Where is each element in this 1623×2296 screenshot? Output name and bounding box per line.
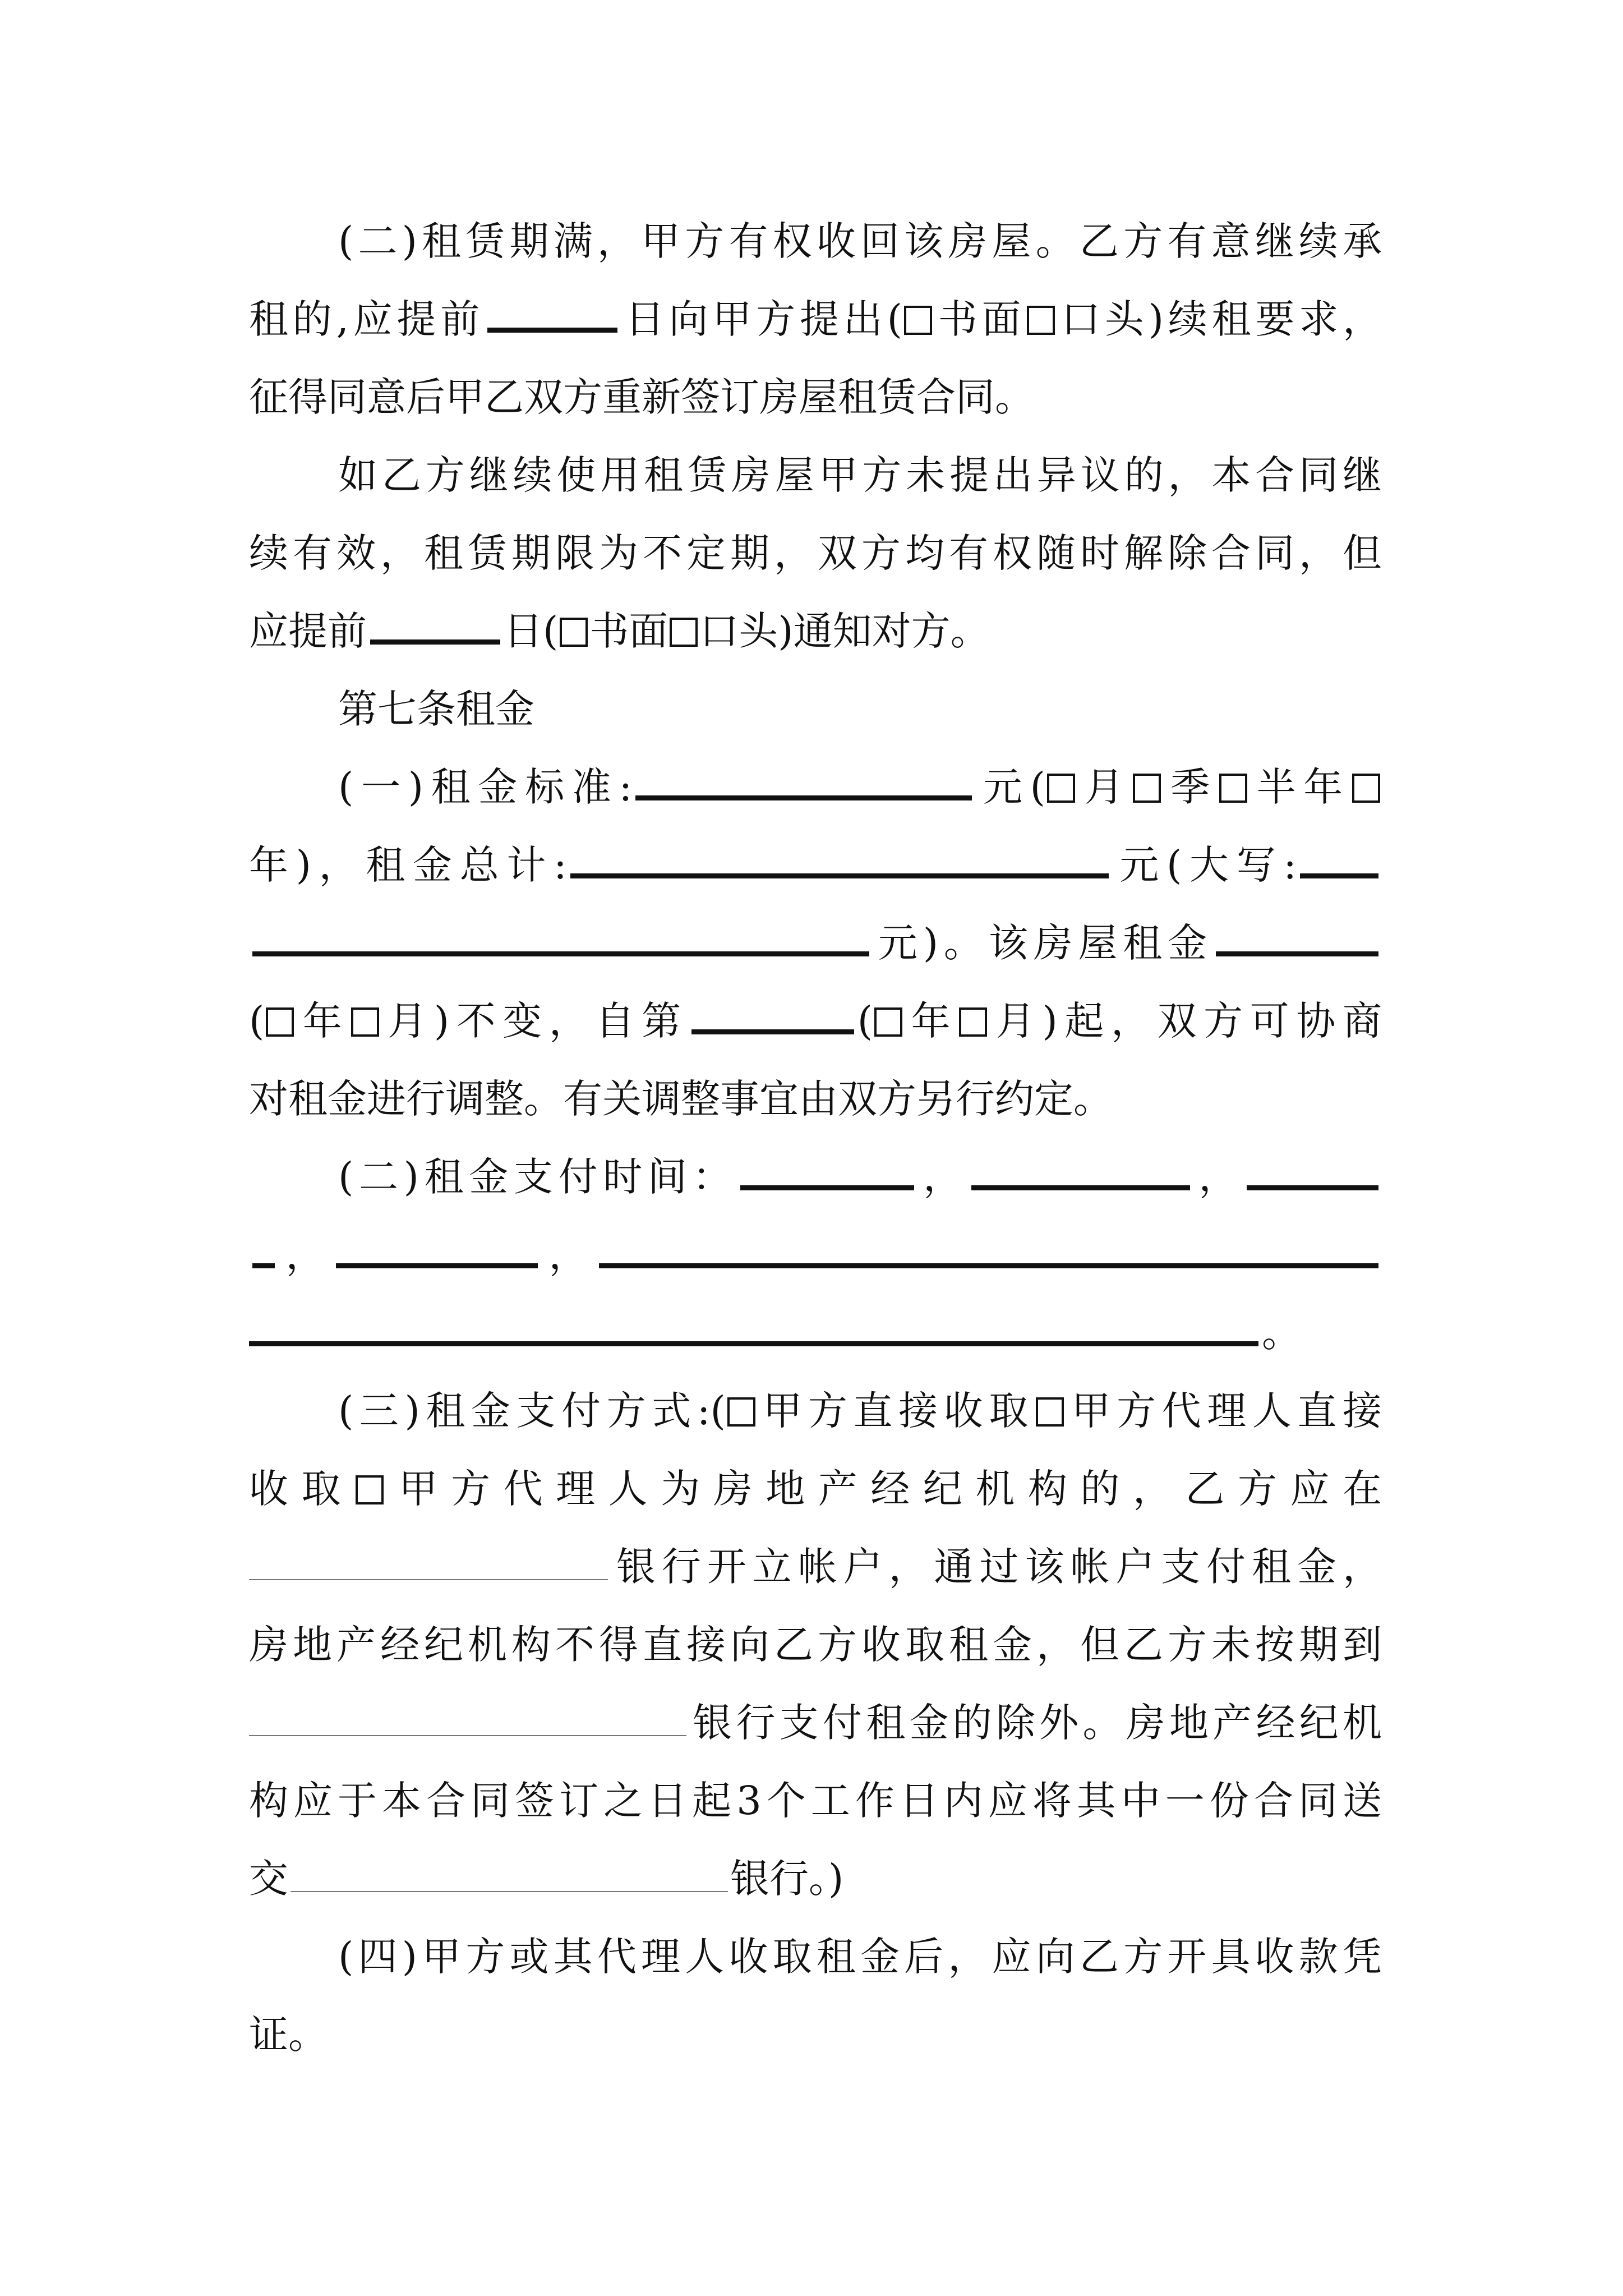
text: 日向甲方提出( [621, 296, 902, 342]
text: 如乙方继续使用租赁房屋甲方未提出异议的，本合同继 [338, 452, 1382, 498]
text: 年)，租金总计: [249, 842, 567, 888]
text: 半年 [1248, 764, 1351, 810]
text: 银行。) [730, 1856, 844, 1902]
text: 证。 [249, 2012, 328, 2058]
text: 对租金进行调整。有关调整事宜由双方另行约定。 [249, 1076, 1113, 1122]
payment-method-line-4 [249, 1619, 1382, 1670]
payment-time-line-2 [249, 1230, 1382, 1280]
rent-standard-line-5 [249, 1074, 1382, 1124]
text: 元(大写: [1112, 842, 1297, 888]
text: 年 [904, 998, 958, 1044]
text: 征得同意后甲乙双方重新签订房屋租赁合同。 [249, 374, 1034, 420]
text: ， [917, 1154, 968, 1200]
payment-method-line-6 [249, 1775, 1382, 1826]
text: ， [541, 1232, 596, 1278]
receipt-line-1 [338, 1931, 1382, 1982]
text: 银行开立帐户，通过该帐户支付租金， [610, 1544, 1382, 1590]
half-year-checkbox[interactable] [1219, 774, 1247, 803]
text: 元)。该房屋租金 [873, 920, 1212, 966]
rent-adjust-start-blank[interactable] [691, 1029, 854, 1034]
text: (三)租金支付方式:( [338, 1388, 726, 1434]
rent-total-words-blank[interactable] [1300, 873, 1378, 878]
payment-time-line-1 [338, 1152, 1382, 1202]
rent-standard-line-3 [249, 918, 1382, 968]
text: 。 [1262, 1310, 1301, 1356]
payment-method-line-7 [249, 1853, 1382, 1904]
receipt-line-2 [249, 2009, 1382, 2060]
text: 续有效，租赁期限为不定期，双方均有权随时解除合同，但 [249, 530, 1382, 576]
rent-fixed-period-blank[interactable] [1216, 951, 1378, 956]
text: 口头)续租要求， [1057, 296, 1382, 342]
bank-name-blank[interactable] [291, 1891, 728, 1892]
text: 月)不变，自第 [380, 998, 688, 1044]
continuation-line-1 [338, 450, 1382, 500]
rent-standard-line-1 [338, 762, 1382, 812]
text: 房地产经纪机构不得直接向乙方收取租金，但乙方未按期到 [249, 1622, 1382, 1668]
text: 甲方直接收取 [757, 1388, 1034, 1434]
text: ， [278, 1232, 333, 1278]
text: 年 [296, 998, 349, 1044]
text: ( [249, 998, 265, 1044]
clause-6-2-line-2 [249, 294, 1382, 344]
continuation-line-3 [249, 606, 1382, 656]
notice-days-blank[interactable] [487, 328, 617, 333]
payment-time-blank[interactable] [599, 1263, 1378, 1268]
quarter-checkbox[interactable] [1133, 774, 1161, 803]
text: ， [1193, 1154, 1244, 1200]
year-checkbox[interactable] [266, 1007, 294, 1037]
month-checkbox[interactable] [351, 1007, 379, 1037]
text: (二)租金支付时间： [338, 1154, 737, 1200]
year-checkbox[interactable] [874, 1007, 902, 1037]
termination-notice-blank[interactable] [370, 639, 500, 645]
rent-standard-line-4 [249, 996, 1382, 1046]
oral-checkbox[interactable] [670, 618, 698, 647]
payment-time-blank[interactable] [740, 1185, 914, 1190]
agency-checkbox[interactable] [356, 1475, 384, 1504]
text: 收取 [249, 1466, 354, 1512]
text: 交 [249, 1856, 288, 1902]
year-checkbox[interactable] [1352, 774, 1380, 803]
month-checkbox[interactable] [1047, 774, 1075, 803]
bank-name-blank[interactable] [249, 1735, 686, 1736]
text: 日( [504, 608, 559, 654]
payment-method-line-1 [338, 1386, 1382, 1436]
landlord-direct-checkbox[interactable] [727, 1397, 755, 1427]
rent-total-blank[interactable] [570, 873, 1109, 878]
payment-method-line-5 [249, 1697, 1382, 1748]
text: (一)租金标准: [338, 764, 633, 810]
oral-checkbox[interactable] [1027, 306, 1055, 335]
text: (四)甲方或其代理人收取租金后，应向乙方开具收款凭 [338, 1934, 1382, 1980]
heading-text: 第七条租金 [338, 686, 534, 732]
text: 元( [975, 764, 1045, 810]
bank-name-blank[interactable] [249, 1579, 608, 1580]
payment-time-blank-cont[interactable] [252, 1263, 275, 1268]
text: 书面 [933, 296, 1026, 342]
clause-6-2-line-1 [338, 216, 1382, 266]
rent-total-words-blank-cont[interactable] [252, 951, 869, 956]
text: 甲方代理人直接 [1065, 1388, 1382, 1434]
text: (二)租赁期满，甲方有权收回该房屋。乙方有意继续承 [338, 218, 1382, 264]
text: 月 [1076, 764, 1132, 810]
text: ( [857, 998, 873, 1044]
continuation-line-2 [249, 528, 1382, 578]
written-checkbox[interactable] [560, 618, 588, 647]
rent-standard-line-2 [249, 840, 1382, 890]
payment-time-blank-cont[interactable] [249, 1341, 1258, 1346]
payment-time-blank[interactable] [1247, 1185, 1378, 1190]
month-checkbox[interactable] [959, 1007, 987, 1037]
text: 租的,应提前 [249, 296, 485, 342]
clause-6-2-line-3 [249, 372, 1382, 422]
agent-direct-checkbox[interactable] [1036, 1397, 1064, 1427]
article-7-heading [338, 684, 1382, 734]
text: 口头)通知对方。 [699, 608, 990, 654]
text: 季 [1163, 764, 1218, 810]
text: 构应于本合同签订之日起3个工作日内应将其中一份合同送 [249, 1778, 1382, 1824]
text: 月)起，双方可协商 [989, 998, 1382, 1044]
payment-time-blank[interactable] [971, 1185, 1190, 1190]
written-checkbox[interactable] [904, 306, 932, 335]
payment-method-line-3 [249, 1542, 1382, 1592]
text: 银行支付租金的除外。房地产经纪机 [689, 1700, 1382, 1746]
payment-time-line-3 [249, 1308, 1382, 1358]
payment-time-blank[interactable] [336, 1263, 538, 1268]
text: 甲方代理人为房地产经纪机构的，乙方应在 [385, 1466, 1382, 1512]
payment-method-line-2 [249, 1464, 1382, 1514]
rent-amount-blank[interactable] [635, 795, 972, 800]
text: 应提前 [249, 608, 367, 654]
text: 书面 [589, 608, 668, 654]
